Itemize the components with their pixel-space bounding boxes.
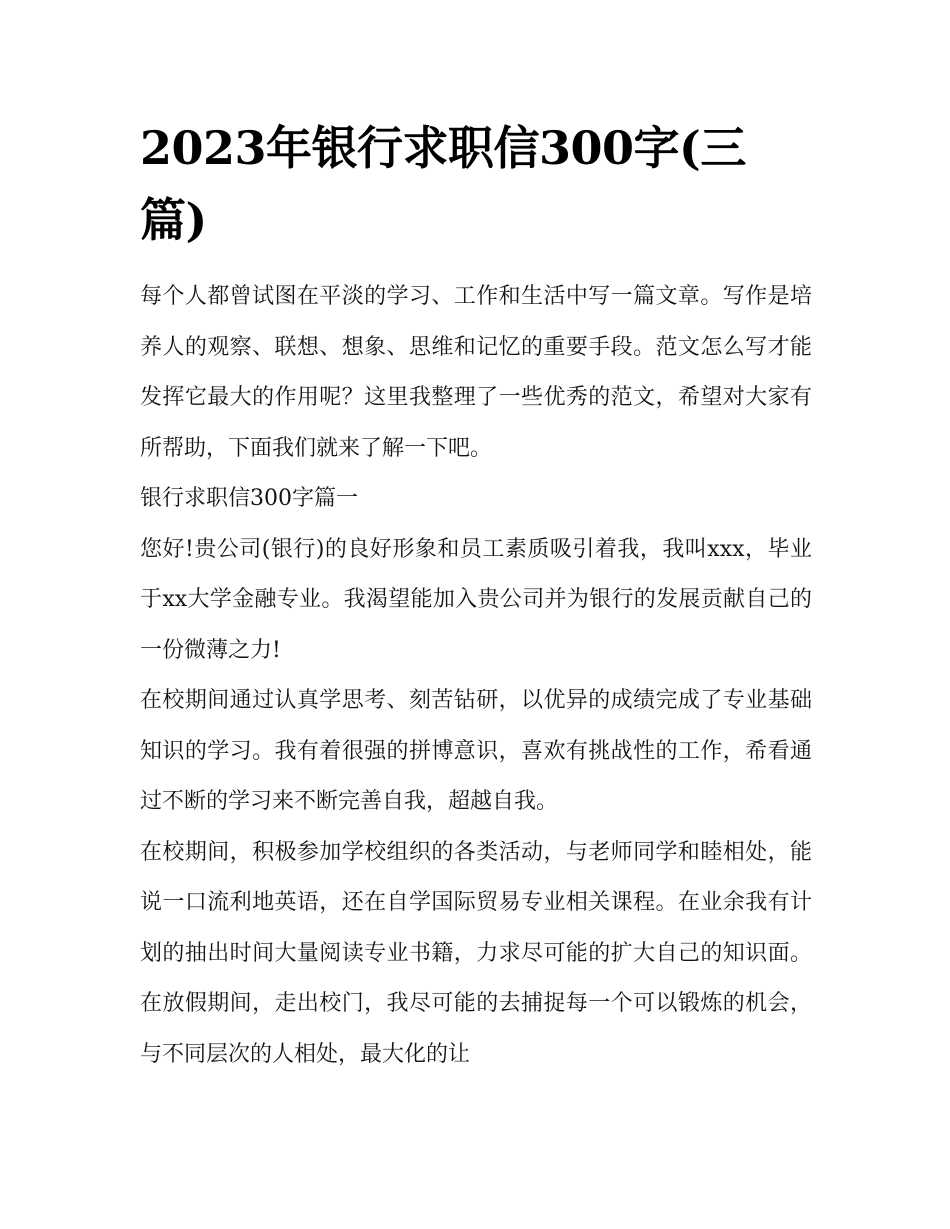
section-heading: 银行求职信300字篇一 <box>140 486 358 511</box>
document-body <box>140 112 812 1080</box>
intro-paragraph: 每个人都曾试图在平淡的学习、工作和生活中写一篇文章。写作是培养人的观察、联想、想象、思维和记忆的重要手段。范文怎么写才能发挥它最大的作用呢？这里我整理了一些优秀的范文，希望对大家有所帮助，下面我们就来了解一下吧。 <box>140 284 812 461</box>
document-title: 2023年银行求职信300字(三篇) <box>140 121 746 247</box>
body-paragraph-3: 在校期间，积极参加学校组织的各类活动，与老师同学和睦相处，能说一口流利地英语，还在自学国际贸易专业相关课程。在业余我有计划的抽出时间大量阅读专业书籍，力求尽可能的扩大自己的知识面。在放假期间，走出校门，我尽可能的去捕捉每一个可以锻炼的机会，与不同层次的人相处，最大化的让 <box>140 839 812 1067</box>
body-paragraph-2: 在校期间通过认真学思考、刻苦钻研，以优异的成绩完成了专业基础知识的学习。我有着很强的拼博意识，喜欢有挑战性的工作，希看通过不断的学习来不断完善自我，超越自我。 <box>140 688 812 814</box>
body-paragraph-1: 您好!贵公司(银行)的良好形象和员工素质吸引着我，我叫xxx，毕业于xx大学金融专业。我渴望能加入贵公司并为银行的发展贡献自己的一份微薄之力! <box>140 536 812 663</box>
